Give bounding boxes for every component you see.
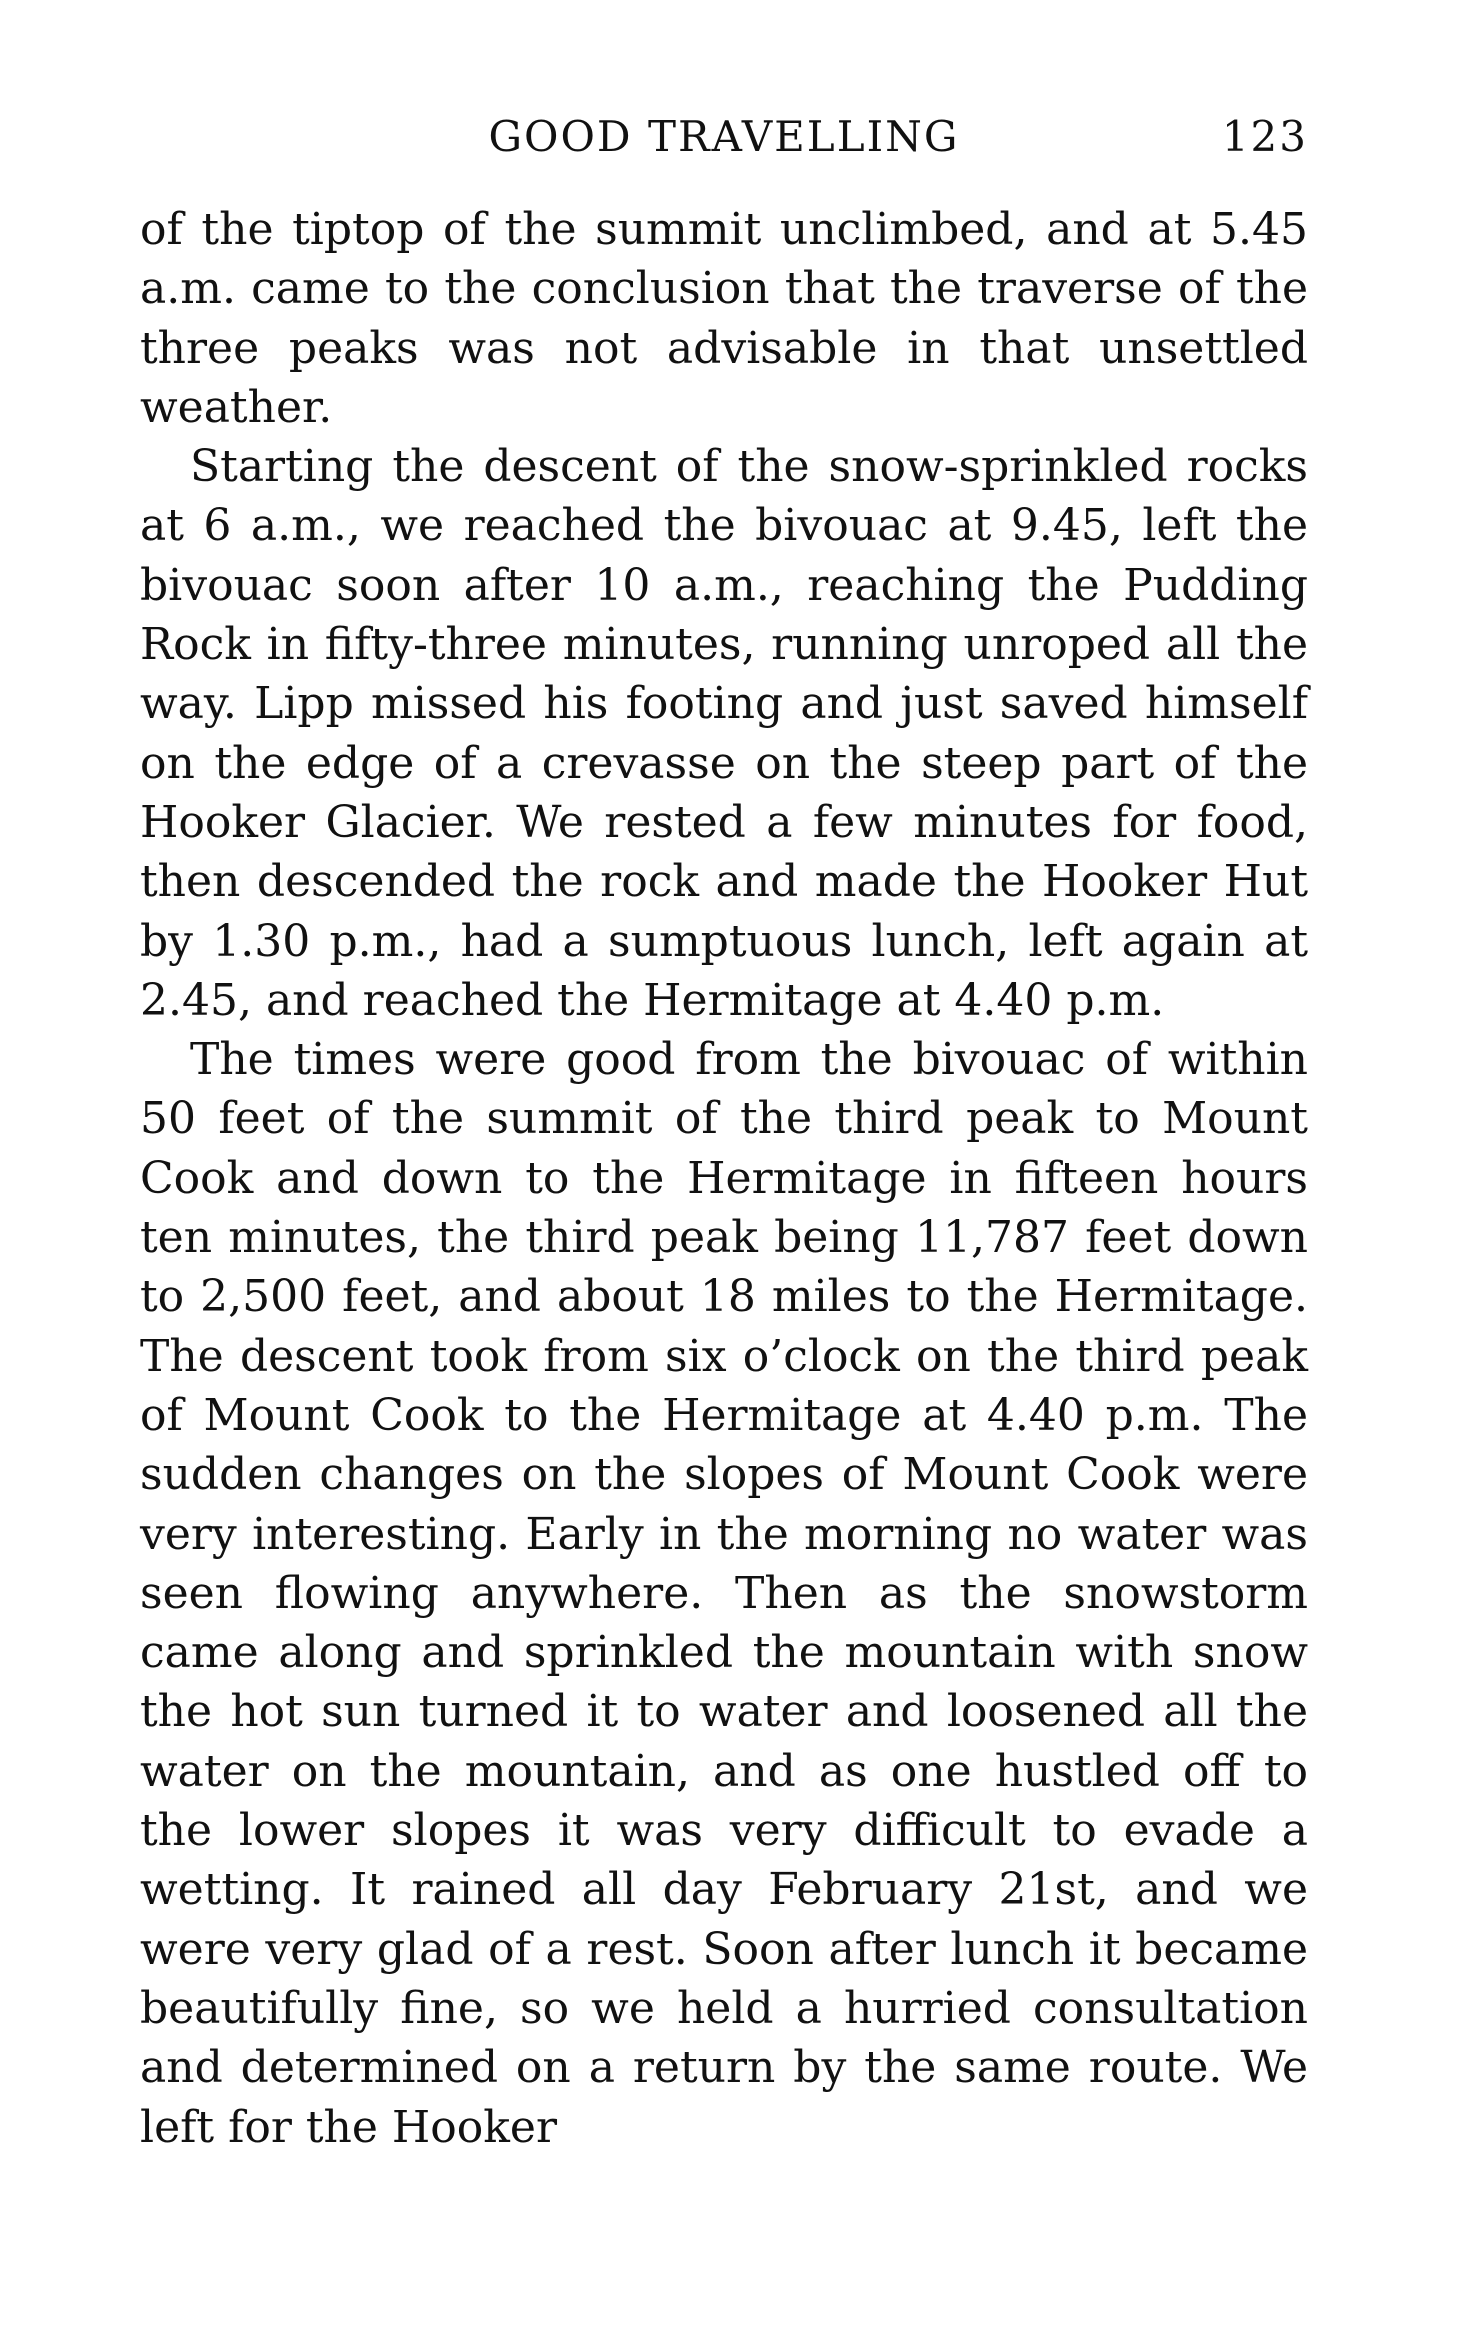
body-text [140, 200, 1308, 2157]
page-number: 123 [1221, 112, 1308, 161]
running-title: GOOD TRAVELLING [488, 112, 960, 161]
paragraph-times: The times were good from the bivouac of within 50 feet of the summit of the third peak to Mount Cook and down to the Hermitage in fifteen hours ten minutes, the third peak being 11,787 feet down to 2,500 feet, and about 18 miles to the Hermitage. The descent took from six o’clock on the third peak of Mount Cook to the Hermitage at 4.40 p.m. The sudden changes on the slopes of Mount Cook were very interesting. Early in the morning no water was seen flowing anywhere. Then as the snowstorm came along and sprinkled the mountain with snow the hot sun turned it to water and loosened all the water on the mountain, and as one hustled off to the lower slopes it was very difficult to evade a wetting. It rained all day February 21st, and we were very glad of a rest. Soon after lunch it became beautifully fine, so we held a hurried consultation and determined on a return by the same route. We left for the Hooker [140, 1034, 1308, 2153]
page-header [140, 112, 1308, 172]
paragraph-descent: Starting the descent of the snow-sprinkled rocks at 6 a.m., we reached the bivouac at 9.45, left the bivouac soon after 10 a.m., reaching the Pudding Rock in fifty-three minutes, running unroped all the way. Lipp missed his footing and just saved himself on the edge of a crevasse on the steep part of the Hooker Glacier. We rested a few minutes for food, then descended the rock and made the Hooker Hut by 1.30 p.m., had a sumptuous lunch, left again at 2.45, and reached the Hermitage at 4.40 p.m. [140, 441, 1308, 1026]
paragraph-continuation: of the tiptop of the summit unclimbed, and at 5.45 a.m. came to the conclusion that the traverse of the three peaks was not advisable in that unsettled weather. [140, 204, 1308, 433]
